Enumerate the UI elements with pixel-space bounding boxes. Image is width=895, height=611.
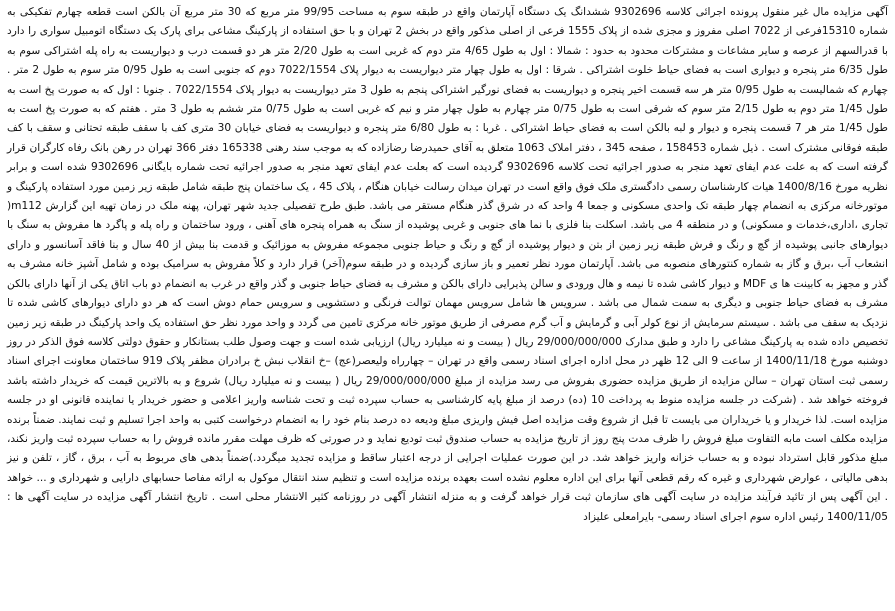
notice-body-text: آگهی مزایده مال غیر منقول پرونده اجرائی کلاسه 9302696 ششدانگ یک دستگاه آپارتمان واقع در طبقه سوم به مساحت 99/95 متر مربع که 30 متر مربع آن بالکن است قطعه چهارم تفکیکی به شماره 15310فرعی از 7022 اصلی مفروز و مجزی شده از پلاک 1555 فرعی از اصلی مذکور واقع در بخش 2 تهران و با حق استفاده از پارکینگ مشاعی برای پارک یک دستگاه اتومبیل سواری را دارد با قدرالسهم از عرصه و سایر مشاعات و مشترکات محدود به حدود : شمالا : اول به طول 4/65 متر دوم که غربی است به طول 2/20 متر هر دو قسمت درب و دیواریست به راه پله اشتراکی سوم به طول 6/35 متر پنجره و دیواری است به فضای حیاط خلوت اشتراکی . شرقا : اول به طول چهار متر دیواریست به دیوار پلاک 7022/1554 دوم که جنوبی است به طول 0/95 متر سوم به طول 2 متر . چهارم که شمالیست به طول 0/95 متر هر سه قسمت اخیر پنجره و دیواریست به فضای نورگیر اشتراکی پنجم به طول 3 متر دیواریست به دیوار پلاک 7022/1554 . جنوبا : اول که به صورت پخ است به طول 1/45 متر دوم به طول 2/15 متر سوم که شرقی است به طول 0/75 متر چهارم به طول چهار متر و نیم که غربی است به طول 0/75 متر ششم به طول 3 متر . هفتم که به صورت پخ است به طول 1/45 متر هر 7 قسمت پنجره و دیوار و لبه بالکن است به فضای حیاط اشتراکی . غربا : به طول 6/80 متر پنجره و دیواریست به فضای خیابان 30 متری کف با سقف طبقه تحتانی و سقف با کف طبقه فوقانی مشترک است . ذیل شماره 158453 ، صفحه 345 ، دفتر املاک 1063 متعلق به آقای حمیدرضا رضازاده که به موجب سند رهنی 165338 دفتر 366 تهران در رهن بانک رفاه کارگران قرار گرفته است که به علت عدم ایفای تعهد منجر به صدور اجرائیه تحت کلاسه 9302696 گردیده است که بعلت عدم ایفای تعهد منجر به صدور اجرائیه تحت شماره بایگانی 9302696 شده است و برابر نظریه مورخ 1400/8/16 هیات کارشناسان رسمی دادگستری ملک فوق واقع است در تهران میدان رسالت خیابان هنگام ، پلاک 45 ، یک ساختمان پنج طبقه شامل طبقه زیر زمین مورد استفاده پارکینگ و موتورخانه مرکزی به انضمام چهار طبقه تک واحدی مسکونی و جمعا 4 واحد که در شرق گذر هنگام مستقر می باشد. طبق طرح تفصیلی جدید شهر تهران، پهنه ملک در زمان تهیه این گزارش m112( تجاری ،اداری،خدمات و مسکونی) و در منطقه 4 می باشد. اسکلت بنا فلزی با نما های جنوبی و غربی پوشیده از سنگ به همراه پنجره های آهنی ، ورود ساختمان و راه پله و پاگرد ها مفروش به سنگ با دیوارهای جانبی پوشیده از گچ و رنگ و فرش طبقه زیر زمین از بتن و دیوار پوشیده از گچ و رنگ و حیاط جنوبی مجموعه مفروش به موزائیک و قدمت بنا بیش از 40 سال و بنا فاقد آسانسور و دارای انشعاب آب ،برق و گاز به شماره کنتورهای منصوبه می باشد. آپارتمان مورد نظر تعمیر و باز سازی گردیده و در طبقه سوم(آخر) قرار دارد و کلاً مفروش به سرامیک بوده و شامل آشپز خانه مشرف به گذر و مجهز به کابینت ها ی MDF و دیوار کاشی شده تا نیمه و هال ورودی و سالن پذیرایی دارای بالکن و مشرف به فضای حیاط جنوبی و گذر واقع در غرب به انضمام دو باب اتاق یکی از آنها دارای بالکن مشرف به فضای حیاط جنوبی و دیگری به سمت شمال می باشد . سرویس ها شامل سرویس مهمان توالت فرنگی و دستشویی و سرویس حمام دوش است که هر دو دارای دیوارهای کاشی شده تا نزدیک به سقف می باشد . سیستم سرمایش از نوع کولر آبی و گرمایش و آب گرم مصرفی از طریق موتور خانه مرکزی تامین می گردد و واحد مورد نظر حق استفاده یک واحد پارکینگ در طبقه زیر زمین تخصیص داده شده به پارکینگ مشاعی را دارد و طبق مدارک 29/000/000/000 ریال ( بیست و نه میلیارد ریال) ارزیابی شده است و جهت وصول طلب بستانکار و حقوق دولتی کلاسه فوق الذکر در روز دوشنبه مورخ 1400/11/18 از ساعت 9 الی 12 ظهر در محل اداره اجرای اسناد رسمی واقع در تهران – چهارراه ولیعصر(عج) –خ انقلاب نبش خ برادران مظفر پلاک 919 ساختمان معاونت اجرای اسناد رسمی ثبت استان تهران – سالن مزایده از طریق مزایده حضوری بفروش می رسد مزایده از مبلغ 29/000/000/000 ریال ( بیست و نه میلیارد ریال) شروع و به بالاترین قیمت که خریدار داشته باشد فروخته خواهد شد . (شرکت در جلسه مزایده منوط به پرداخت 10 (ده) درصد از مبلغ پایه کارشناسی به حساب سپرده ثبت و تحت شناسه واریز اعلامی و حضور خریدار یا نماینده قانونی او در جلسه مزایده است. لذا خریدار و یا خریداران می بایست تا قبل از شروع وقت مزایده اصل فیش واریزی مبلغ ودیعه ده درصد بنام خود را به انضمام درخواست کتبی به واحد اجرا تسلیم و ثبت نمایند. ضمناً برنده مزایده مکلف است مابه التفاوت مبلغ فروش را ظرف مدت پنج روز از تاریخ مزایده به حساب صندوق ثبت تودیع نماید و در صورتی که ظرف مهلت مقرر مانده فروش را به حساب سپرده ثبت واریز نکند، مبلغ مذکور قابل استرداد نبوده و به حساب خزانه واریز خواهد شد. در این صورت عملیات اجرایی از درجه اعتبار ساقط و مزایده تجدید میگردد.)ضمناً بدهی های مربوط به آب ، برق ، گاز ، تلفن و نیز بدهی مالیاتی ، عوارض شهرداری و غیره که رقم قطعی آنها برای این اداره معلوم نشده است بعهده برنده مزایده است و تنظیم سند انتقال موکول به ارائه مفاصا حسابهای دارایی و شهرداری و ... خواهد . این آگهی پس از تائید فرآیند مزایده در سایت آگهی های سازمان ثبت قرار خواهد گرفت و به منزله انتشار آگهی در روزنامه کثیر الانتشار محلی است . تاریخ انتشار آگهی مزایده در سایت آگهی ها : 1400/11/05 رئیس اداره سوم اجرای اسناد رسمی- بایرامعلی علیزاد: [7, 6, 889, 523]
